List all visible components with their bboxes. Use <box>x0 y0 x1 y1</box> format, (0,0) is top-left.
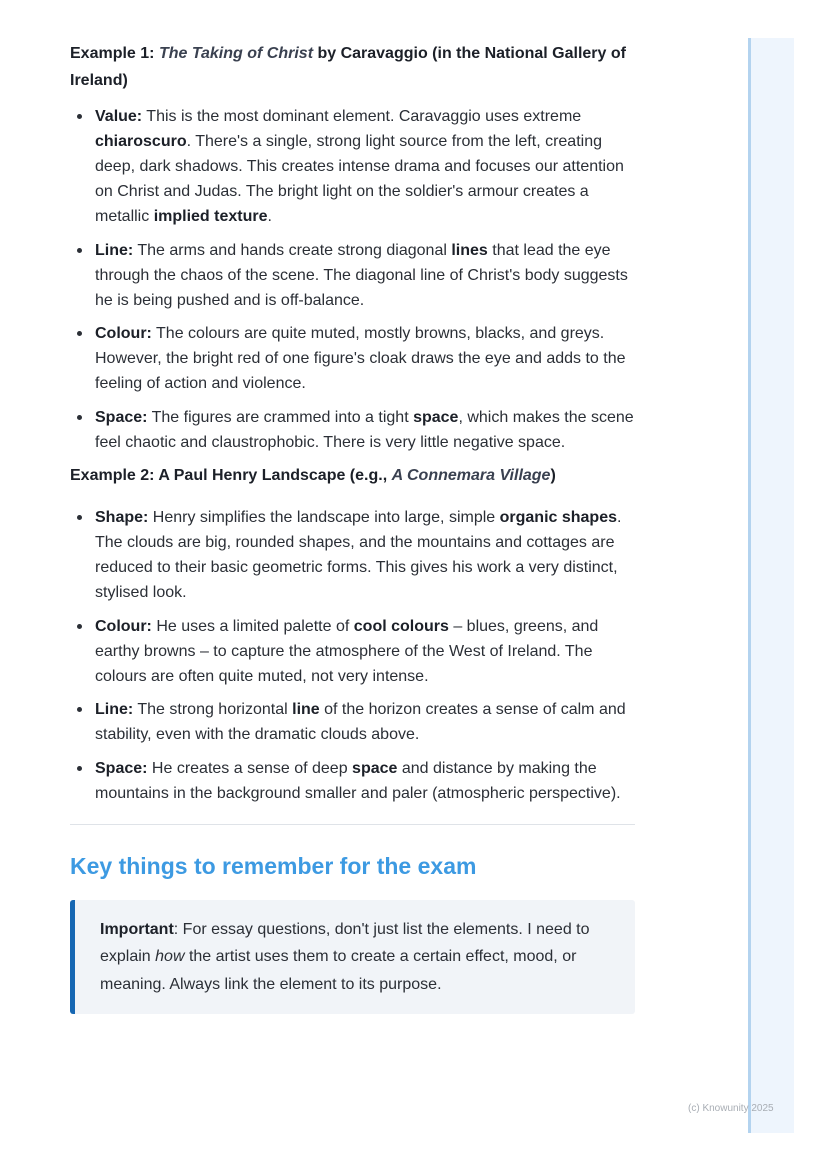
document-content <box>70 40 635 1014</box>
list-item: Line: The strong horizontal line of the horizon creates a sense of calm and stability, even with the dramatic clouds above. <box>70 697 635 747</box>
list-item: Space: He creates a sense of deep space and distance by making the mountains in the background smaller and paler (atmospheric perspective). <box>70 756 635 806</box>
list-item: Space: The figures are crammed into a tight space, which makes the scene feel chaotic and claustrophobic. There is very little negative space. <box>70 405 635 455</box>
list-item: Colour: The colours are quite muted, mostly browns, blacks, and greys. However, the bright red of one figure's cloak draws the eye and adds to the feeling of action and violence. <box>70 321 635 396</box>
important-callout: Important: For essay questions, don't just list the elements. I need to explain how the artist uses them to create a certain effect, mood, or meaning. Always link the element to its purpose. <box>70 900 635 1015</box>
list-item: Line: The arms and hands create strong diagonal lines that lead the eye through the chaos of the scene. The diagonal line of Christ's body suggests he is being pushed and is off-balance. <box>70 238 635 313</box>
example-2-heading: Example 2: A Paul Henry Landscape (e.g., A Connemara Village) <box>70 467 556 484</box>
page-side-panel <box>748 38 794 1133</box>
example-1-heading: Example 1: The Taking of Christ by Caravaggio (in the National Gallery of Ireland) <box>70 45 626 89</box>
list-item: Shape: Henry simplifies the landscape into large, simple organic shapes. The clouds are big, rounded shapes, and the mountains and cottages are reduced to their basic geometric forms. This gives his work a very distinct, stylised look. <box>70 505 635 605</box>
list-item: Value: This is the most dominant element. Caravaggio uses extreme chiaroscuro. There's a single, strong light source from the left, creating deep, dark shadows. This creates intense drama and focuses our attention on Christ and Judas. The bright light on the soldier's armour creates a metallic implied texture. <box>70 104 635 229</box>
callout-label: Important <box>100 920 174 938</box>
copyright-text: (c) Knowunity 2025 <box>688 1103 774 1114</box>
example-1-points <box>70 104 635 455</box>
list-item: Colour: He uses a limited palette of cool colours – blues, greens, and earthy browns – to capture the atmosphere of the West of Ireland. The colours are often quite muted, not very intense. <box>70 614 635 689</box>
section-heading: Key things to remember for the exam <box>70 852 477 879</box>
example-2-points <box>70 505 635 806</box>
section-divider <box>70 824 635 825</box>
